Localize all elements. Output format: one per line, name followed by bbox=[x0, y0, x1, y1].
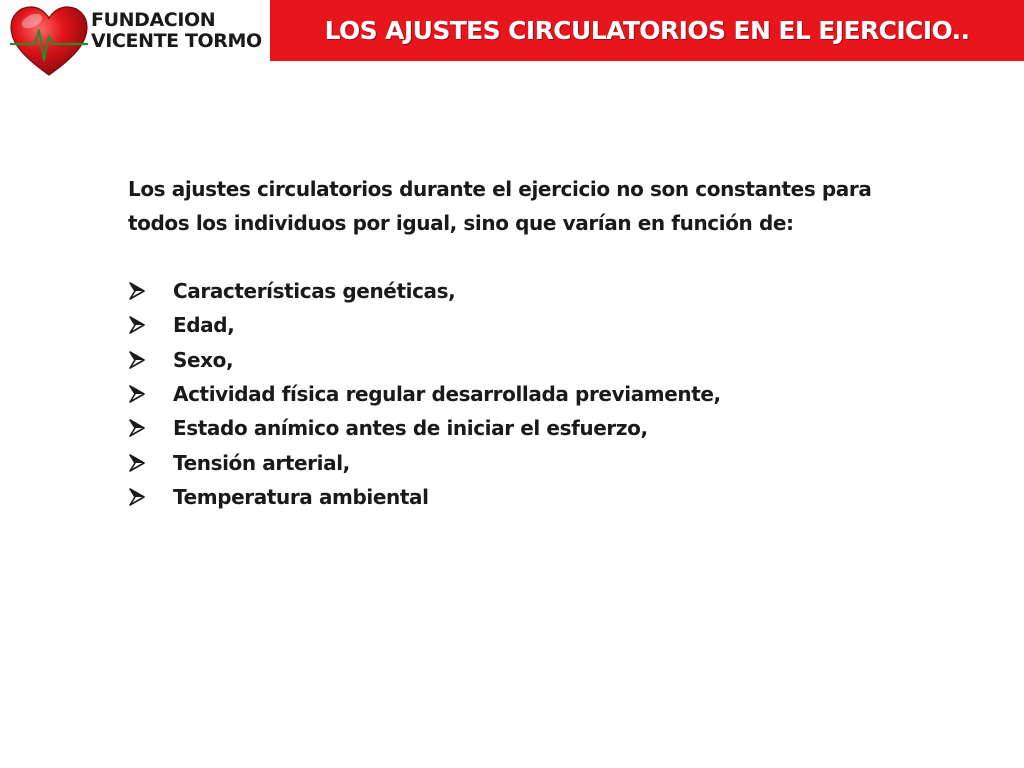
arrowhead-bullet-icon bbox=[128, 385, 146, 403]
list-item-text: Estado anímico antes de iniciar el esfuerzo, bbox=[173, 416, 648, 441]
list-item bbox=[128, 308, 948, 342]
logo-text bbox=[91, 10, 262, 52]
intro-line-2: todos los individuos por igual, sino que varían en función de: bbox=[128, 211, 794, 235]
arrowhead-bullet-icon bbox=[128, 282, 146, 300]
list-item bbox=[128, 377, 948, 411]
factor-list bbox=[128, 274, 948, 514]
arrowhead-bullet-icon bbox=[128, 488, 146, 506]
list-item bbox=[128, 411, 948, 445]
intro-paragraph bbox=[128, 172, 948, 240]
logo-line-1: FUNDACION bbox=[91, 9, 216, 31]
list-item bbox=[128, 445, 948, 479]
list-item bbox=[128, 274, 948, 308]
arrowhead-bullet-icon bbox=[128, 419, 146, 437]
list-item-text: Tensión arterial, bbox=[173, 450, 350, 475]
arrowhead-bullet-icon bbox=[128, 454, 146, 472]
intro-line-1: Los ajustes circulatorios durante el ejercicio no son constantes para bbox=[128, 177, 872, 201]
title-bar bbox=[270, 0, 1024, 61]
logo-line-2: VICENTE TORMO bbox=[91, 30, 262, 52]
list-item-text: Características genéticas, bbox=[173, 279, 456, 304]
list-item bbox=[128, 480, 948, 514]
arrowhead-bullet-icon bbox=[128, 351, 146, 369]
foundation-logo bbox=[8, 4, 262, 78]
list-item-text: Sexo, bbox=[173, 347, 234, 372]
slide-content bbox=[128, 172, 948, 514]
slide-title: LOS AJUSTES CIRCULATORIOS EN EL EJERCICIO.. bbox=[324, 16, 970, 45]
list-item-text: Temperatura ambiental bbox=[173, 484, 429, 509]
arrowhead-bullet-icon bbox=[128, 316, 146, 334]
heart-ecg-icon bbox=[8, 4, 90, 78]
list-item-text: Actividad física regular desarrollada previamente, bbox=[173, 382, 721, 407]
list-item-text: Edad, bbox=[173, 313, 235, 338]
list-item bbox=[128, 343, 948, 377]
